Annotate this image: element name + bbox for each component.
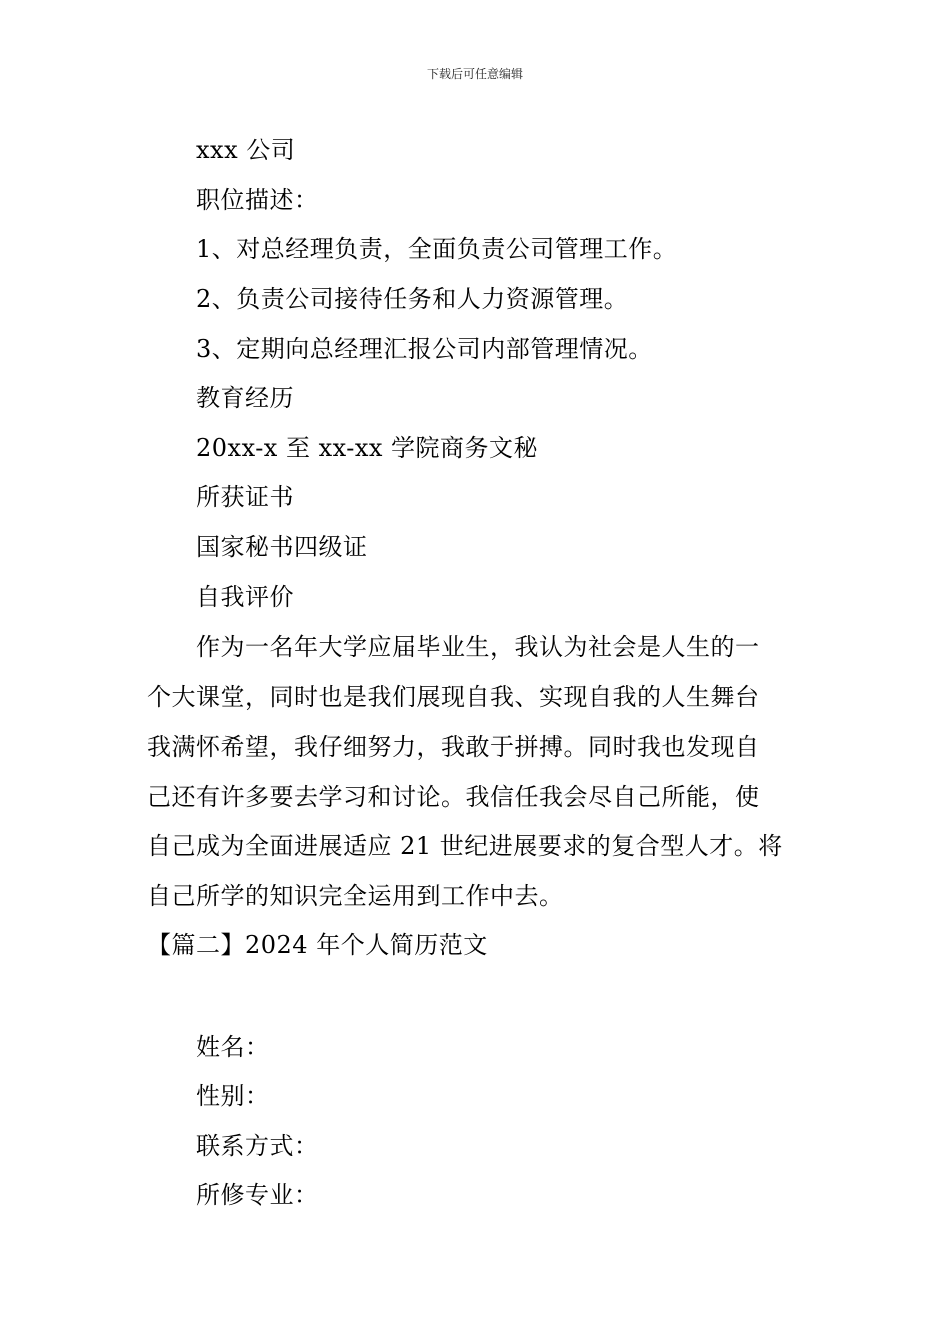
certificate-title: 所获证书 — [196, 483, 294, 511]
job-description-title: 职位描述： — [196, 186, 319, 214]
self-evaluation-title: 自我评价 — [196, 583, 294, 611]
duty-item: 1、对总经理负责，全面负责公司管理工作。 — [196, 235, 678, 263]
education-title: 教育经历 — [196, 384, 294, 412]
field-contact-label: 联系方式： — [196, 1132, 319, 1160]
duty-item: 2、负责公司接待任务和人力资源管理。 — [196, 285, 629, 313]
field-name-label: 姓名： — [196, 1033, 270, 1061]
duty-item: 3、定期向总经理汇报公司内部管理情况。 — [196, 335, 653, 363]
self-evaluation-line: 自己所学的知识完全运用到工作中去。 — [147, 882, 564, 910]
certificate-entry: 国家秘书四级证 — [196, 533, 368, 561]
self-evaluation-line: 个大课堂，同时也是我们展现自我、实现自我的人生舞台 — [147, 683, 760, 711]
company-name: xxx 公司 — [196, 136, 296, 164]
field-gender-label: 性别： — [196, 1082, 270, 1110]
self-evaluation-line: 自己成为全面进展适应 21 世纪进展要求的复合型人才。将 — [147, 832, 783, 860]
self-evaluation-line: 我满怀希望，我仔细努力，我敢于拼搏。同时我也发现自 — [147, 733, 760, 761]
field-major-label: 所修专业： — [196, 1181, 319, 1209]
education-entry: 20xx-x 至 xx-xx 学院商务文秘 — [196, 434, 539, 462]
header-note: 下载后可任意编辑 — [426, 67, 523, 81]
self-evaluation-line: 己还有许多要去学习和讨论。我信任我会尽自己所能，使 — [147, 783, 760, 811]
self-evaluation-line: 作为一名年大学应届毕业生，我认为社会是人生的一 — [196, 633, 760, 661]
section-heading: 【篇二】2024 年个人简历范文 — [147, 931, 488, 959]
